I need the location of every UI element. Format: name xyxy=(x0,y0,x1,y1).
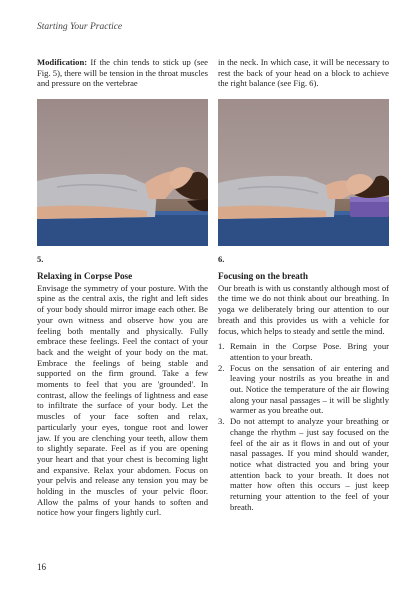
section-body: Our breath is with us constantly although most of the time we do not think about our breathing. In yoga we deliberately bring our attention to our breath and this provides us with a vehicle for focus, which helps to steady and settle the mind. xyxy=(218,282,389,336)
figure-6-photo xyxy=(218,99,389,246)
step-number: 2. xyxy=(218,362,225,373)
intro-left-paragraph xyxy=(37,57,208,89)
step-text: Focus on the sensation of air entering and leaving your nostrils as you breathe in and out. Notice the temperature of the air flowing along your nasal passages – it will be slightly warmer as you breathe out. xyxy=(230,362,389,416)
step-number: 3. xyxy=(218,416,225,427)
step-number: 1. xyxy=(218,341,225,352)
list-item xyxy=(218,363,389,417)
modification-label: Modification: xyxy=(37,57,88,67)
figure-6-label: 6. xyxy=(218,254,225,264)
breath-section xyxy=(218,271,389,512)
running-head: Starting Your Practice xyxy=(37,22,123,32)
intro-left-text: If the chin tends to stick up (see Fig. 5), there will be tension in the throat muscles and pressure on the vertebrae xyxy=(37,57,208,89)
step-text: Remain in the Corpse Pose. Bring your attention to your breath. xyxy=(230,341,389,362)
intro-right-paragraph: in the neck. In which case, it will be necessary to rest the back of your head on a block to achieve the right balance (see Fig. 6). xyxy=(218,57,389,89)
page-number: 16 xyxy=(37,562,46,572)
step-text: Do not attempt to analyze your breathing or change the rhythm – just say focused on the feel of the air as it flows in and out of your nasal passages. If you mind should wander, notice what distracted you and bring your attention back to your breath. It does not matter how often this occurs – just keep returning your attention to the feel of your breath. xyxy=(230,416,389,512)
section-heading: Relaxing in Corpse Pose xyxy=(37,271,133,281)
figure-5-photo xyxy=(37,99,208,246)
figure-5-label: 5. xyxy=(37,254,44,264)
section-body: Envisage the symmetry of your posture. With the spine as the central axis, the right and left sides of your body should mirror image each other. Be your own witness and observe how you are feeling both mentally and physically. Fully embrace these feelings. Feel the contact of your back and the weight of your body on the mat. Embrace the feelings of being stable and supported on the firm ground. Take a few moments to feel that you are 'grounded'. In contrast, allow the feelings of lightness and ease to infiltrate the surface of your body. Let the muscles of your face soften and relax, particularly your eyes, tongue root and lower jaw. If you are clenching your teeth, allow them to slightly separate. Feel as if you are opening your heart and that your chest is becoming light and expansive. Relax your abdomen. Focus on your pelvis and release any tension you may be holding in the muscles of your pelvic floor. Allow the palms of your hands to soften and notice how your fingers lightly curl. xyxy=(37,282,208,518)
list-item xyxy=(218,341,389,362)
section-heading: Focusing on the breath xyxy=(218,271,308,281)
corpse-pose-section xyxy=(37,271,208,518)
steps-list xyxy=(218,341,389,512)
list-item xyxy=(218,416,389,512)
